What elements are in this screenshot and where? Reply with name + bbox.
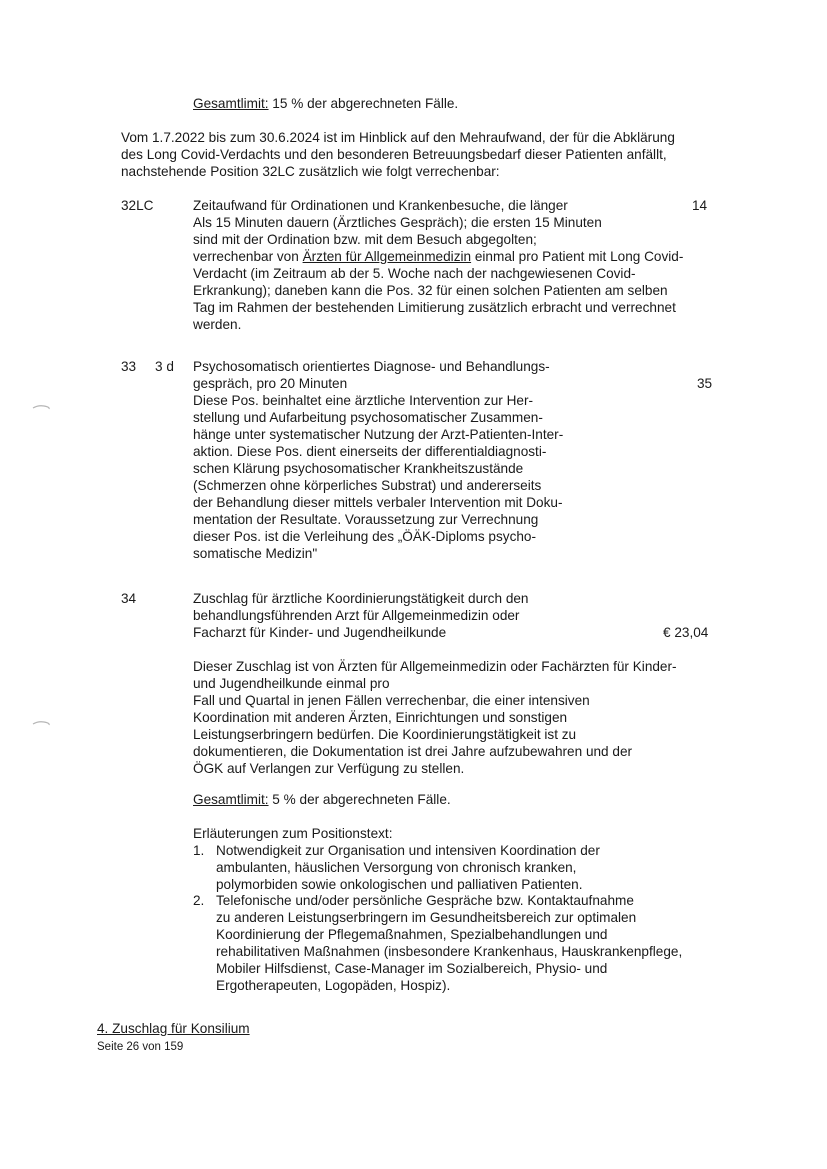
explanation-item-line: ambulanten, häuslichen Versorgung von chronisch kranken, xyxy=(216,860,577,875)
pos33-line: stellung und Aufarbeitung psychosomatischer Zusammen- xyxy=(193,410,543,425)
explanation-item-line: Telefonische und/oder persönliche Gespräche bzw. Kontaktaufnahme xyxy=(216,893,634,908)
intro-line: Vom 1.7.2022 bis zum 30.6.2024 ist im Hinblick auf den Mehraufwand, der für die Abklärung xyxy=(121,130,675,145)
pos32lc-line4-post: einmal pro Patient mit Long Covid- xyxy=(471,249,684,264)
pos32lc-line: Erkrankung); daneben kann die Pos. 32 für einen solchen Patienten am selben xyxy=(193,283,668,298)
pos33-line: schen Klärung psychosomatischer Krankheitszustände xyxy=(193,461,524,476)
pos33-points: 35 xyxy=(697,376,713,391)
pos33-line: dieser Pos. ist die Verleihung des „ÖÄK-Diploms psycho- xyxy=(193,529,537,544)
pos32lc-line: Verdacht (im Zeitraum ab der 5. Woche nach der nachgewiesenen Covid- xyxy=(193,266,636,281)
explanation-item-line: rehabilitativen Maßnahmen (insbesondere Krankenhaus, Hauskrankenpflege, xyxy=(216,944,683,959)
pos34-desc-line: ÖGK auf Verlangen zur Verfügung zu stellen. xyxy=(193,761,465,776)
pos34-line: Facharzt für Kinder- und Jugendheilkunde xyxy=(193,625,447,640)
pos32lc-code: 32LC xyxy=(121,198,154,213)
pos32lc-line: sind mit der Ordination bzw. mit dem Besuch abgegolten; xyxy=(193,232,537,247)
top-limit-line xyxy=(193,96,458,113)
pos33-line: Psychosomatisch orientiertes Diagnose- und Behandlungs- xyxy=(193,359,550,374)
pos34-limit-text: 5 % der abgerechneten Fälle. xyxy=(268,792,451,807)
pos34-code: 34 xyxy=(121,591,137,606)
pos33-line: Diese Pos. beinhaltet eine ärztliche Intervention zur Her- xyxy=(193,393,534,408)
pos34-desc-line: dokumentieren, die Dokumentation ist drei Jahre aufzubewahren und der xyxy=(193,744,633,759)
pos33-sub: 3 d xyxy=(155,359,174,374)
pos33-line: aktion. Diese Pos. dient einerseits der differentialdiagnosti- xyxy=(193,444,547,459)
pos34-desc-line: und Jugendheilkunde einmal pro xyxy=(193,676,390,691)
explanation-item-number: 2. xyxy=(193,893,205,908)
pos32lc-line: Zeitaufwand für Ordinationen und Krankenbesuche, die länger xyxy=(193,198,568,213)
pos33-line: hänge unter systematischer Nutzung der Arzt-Patienten-Inter- xyxy=(193,427,564,442)
pos32lc-line: Tag im Rahmen der bestehenden Limitierung zusätzlich erbracht und verrechnet xyxy=(193,300,676,315)
pos34-limit-label: Gesamtlimit: xyxy=(193,792,269,807)
scan-mark xyxy=(32,720,50,726)
pos32lc-line: werden. xyxy=(193,317,242,332)
pos32lc-line4-underlined: Ärzten für Allgemeinmedizin xyxy=(302,249,472,264)
intro-line: nachstehende Position 32LC zusätzlich wie folgt verrechenbar: xyxy=(121,164,500,179)
pos32lc-line xyxy=(193,249,683,266)
explanation-item-line: Notwendigkeit zur Organisation und intensiven Koordination der xyxy=(216,843,600,858)
scan-mark xyxy=(32,404,50,410)
explanation-item-number: 1. xyxy=(193,843,205,858)
pos32lc-points: 14 xyxy=(692,198,708,213)
pos33-line: somatische Medizin" xyxy=(193,546,318,561)
pos33-line: der Behandlung dieser mittels verbaler Intervention mit Doku- xyxy=(193,495,563,510)
intro-line: des Long Covid-Verdachts und den besonderen Betreuungsbedarf dieser Patienten anfällt, xyxy=(121,147,667,162)
pos33-line: gespräch, pro 20 Minuten xyxy=(193,376,348,391)
page-footer: Seite 26 von 159 xyxy=(97,1041,184,1053)
section-heading: 4. Zuschlag für Konsilium xyxy=(97,1021,250,1036)
pos34-limit-line xyxy=(193,792,451,809)
explanation-item-line: Koordinierung der Pflegemaßnahmen, Spezialbehandlungen und xyxy=(216,927,608,942)
explanation-item-line: Ergotherapeuten, Logopäden, Hospiz). xyxy=(216,978,451,993)
top-limit-label: Gesamtlimit: xyxy=(193,96,269,111)
explanation-item-line: polymorbiden sowie onkologischen und palliativen Patienten. xyxy=(216,877,583,892)
pos33-line: (Schmerzen ohne körperliches Substrat) und andererseits xyxy=(193,478,542,493)
pos34-desc-line: Leistungserbringern bedürfen. Die Koordinierungstätigkeit ist zu xyxy=(193,727,577,742)
pos32lc-line: Als 15 Minuten dauern (Ärztliches Gespräch); die ersten 15 Minuten xyxy=(193,215,602,230)
pos34-line: behandlungsführenden Arzt für Allgemeinmedizin oder xyxy=(193,608,520,623)
pos34-amount: € 23,04 xyxy=(663,625,709,640)
top-limit-text: 15 % der abgerechneten Fälle. xyxy=(268,96,459,111)
pos34-desc-line: Fall und Quartal in jenen Fällen verrechenbar, die einer intensiven xyxy=(193,693,590,708)
explanation-item-line: Mobiler Hilfsdienst, Case-Manager im Sozialbereich, Physio- und xyxy=(216,961,608,976)
explanations-heading: Erläuterungen zum Positionstext: xyxy=(193,826,393,841)
pos34-desc-line: Koordination mit anderen Ärzten, Einrichtungen und sonstigen xyxy=(193,710,568,725)
pos34-desc-line: Dieser Zuschlag ist von Ärzten für Allgemeinmedizin oder Fachärzten für Kinder- xyxy=(193,659,677,674)
pos32lc-line4-pre: verrechenbar von xyxy=(193,249,303,264)
pos33-code: 33 xyxy=(121,359,137,374)
pos33-line: mentation der Resultate. Voraussetzung zur Verrechnung xyxy=(193,512,539,527)
pos34-line: Zuschlag für ärztliche Koordinierungstätigkeit durch den xyxy=(193,591,529,606)
explanation-item-line: zu anderen Leistungserbringern im Gesundheitsbereich zur optimalen xyxy=(216,910,637,925)
